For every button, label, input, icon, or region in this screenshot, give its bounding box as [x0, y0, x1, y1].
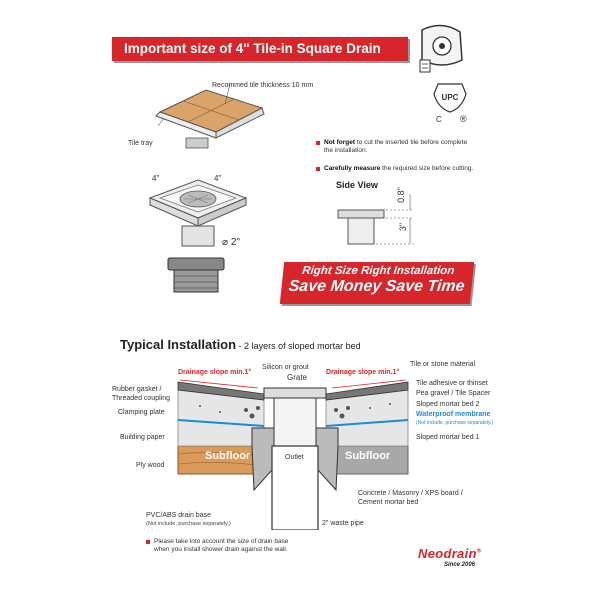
mortar-bed-2-label: Sloped mortar bed 2	[416, 401, 480, 408]
install-title: Typical Installation - 2 layers of sloped mortar bed	[120, 337, 361, 352]
brand-logo: Neodrain®	[418, 546, 482, 561]
waterproof-label: Waterproof membrane	[416, 411, 491, 418]
svg-text:®: ®	[460, 114, 467, 124]
side-view-dim-body: 3"	[398, 222, 409, 232]
subfloor-left-label: Subfloor	[205, 450, 251, 462]
threaded-coupling-label: Threaded coupling	[112, 395, 170, 402]
note-2: Carefully measure the required size before cutting.	[324, 165, 474, 172]
slope-left-label: Drainage slope min.1°	[178, 369, 252, 376]
waste-pipe-label: 2" waste pipe	[322, 520, 364, 527]
dim-pipe-label: ⌀ 2"	[222, 237, 240, 248]
note-bullet	[316, 167, 320, 171]
slogan-banner	[280, 262, 474, 304]
side-view-dim-top: 0.8"	[395, 187, 406, 203]
concrete-label-1: Concrete / Masonry / XPS board /	[358, 490, 463, 497]
title-banner: Important size of 4" Tile-in Square Drain	[112, 37, 408, 61]
tape-measure-icon	[418, 22, 466, 74]
silicon-label: Silicon or grout	[262, 364, 309, 371]
warning-line-1: Please take into account the size of drain base	[154, 538, 289, 545]
side-view-title: Side View	[336, 180, 378, 190]
plywood-label: Ply wood	[136, 462, 165, 469]
grate-label: Grate	[287, 373, 308, 382]
concrete-label-2: Cement mortar bed	[358, 499, 419, 506]
warning-line-2: when you install shower drain against the wall.	[154, 546, 288, 553]
tile-tray-drawing	[140, 80, 290, 160]
dim-width-label: 4"	[152, 174, 160, 183]
tile-thickness-label: Recommed tile thickness 10 mm	[212, 82, 314, 89]
note-1: Not forget to cut the inserted tile before complete the installation.	[324, 139, 468, 154]
rubber-gasket-label: Rubber gasket /	[112, 386, 162, 393]
waterproof-sub-label: (Not include, purchase separately.)	[416, 420, 494, 426]
dim-depth-label: 4"	[214, 174, 222, 183]
outlet-label: Outlet	[285, 454, 304, 461]
square-drain-drawing	[140, 172, 260, 300]
pvc-label: PVC/ABS drain base	[146, 512, 211, 519]
slogan-line-1: Right Size Right Installation	[301, 265, 455, 277]
side-view-drawing	[328, 192, 438, 254]
building-paper-label: Building paper	[120, 434, 165, 441]
brand-since: Since 2006	[444, 562, 476, 568]
warning-bullet	[146, 540, 150, 544]
pvc-sub-label: (Not include, purchase separately.)	[146, 521, 231, 527]
clamping-plate-label: Clamping plate	[118, 409, 165, 416]
slogan-line-2: Save Money Save Time	[287, 278, 466, 295]
slope-right-label: Drainage slope min.1°	[326, 369, 400, 376]
subfloor-right-label: Subfloor	[345, 450, 391, 462]
tile-material-label: Tile or stone material	[410, 361, 476, 368]
note-bullet	[316, 141, 320, 145]
mortar-bed-1-label: Sloped mortar bed 1	[416, 434, 480, 441]
pea-gravel-label: Pea gravel / Tile Spacer	[416, 390, 491, 397]
tile-tray-label: Tile tray	[128, 140, 153, 147]
upc-cert-icon	[432, 82, 468, 124]
tile-adhesive-label: Tile adhesive or thinset	[416, 380, 488, 387]
svg-text:C: C	[436, 115, 442, 124]
svg-text:UPC: UPC	[441, 93, 459, 102]
